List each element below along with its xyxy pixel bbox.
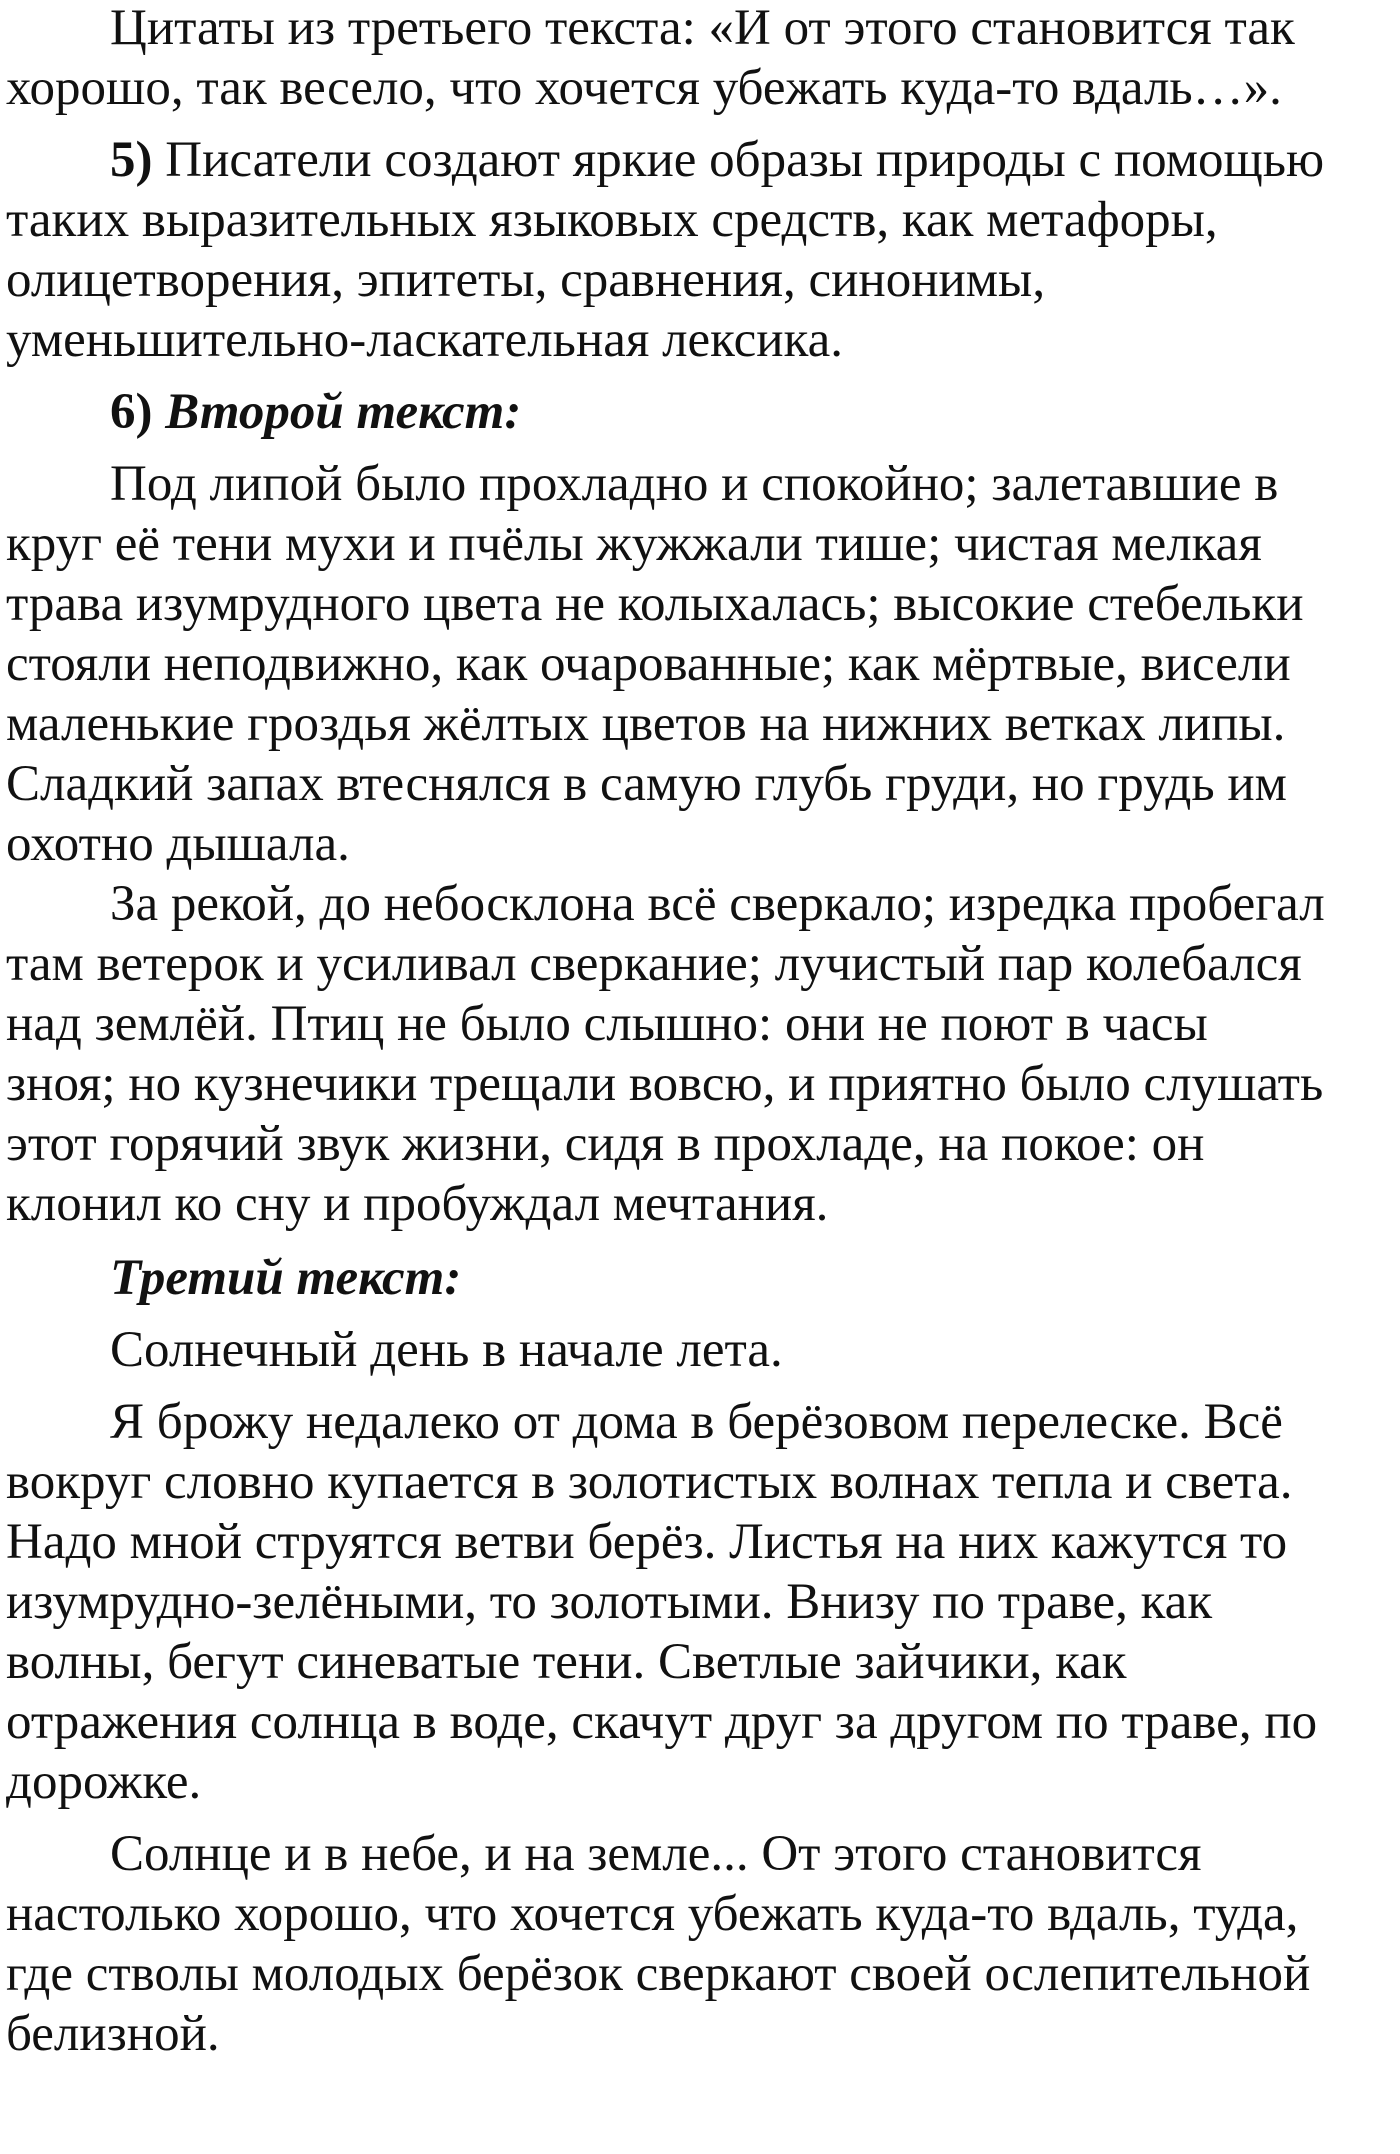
third-text-paragraph	[6, 1392, 1398, 1812]
text-line: уменьшительно-ласкательная лексика.	[6, 312, 843, 368]
third-text-paragraph	[6, 1320, 1398, 1380]
text-line: над землёй. Птиц не было слышно: они не поют в часы	[6, 996, 1208, 1052]
document-page	[6, 0, 1398, 2064]
text-line: клонил ко сну и пробуждал мечтания.	[6, 1176, 829, 1232]
text-line: настолько хорошо, что хочется убежать куда-то вдаль, туда,	[6, 1886, 1299, 1942]
text-line: отражения солнца в воде, скачут друг за другом по траве, по	[6, 1694, 1318, 1750]
text-line: хорошо, так весело, что хочется убежать куда-то вдаль…».	[6, 60, 1282, 116]
text-line: таких выразительных языковых средств, как метафоры,	[6, 192, 1218, 248]
third-text-heading	[6, 1248, 1398, 1308]
item-text: Писатели создают яркие образы природы с помощью	[152, 132, 1325, 188]
text-line: Солнце и в небе, и на земле... От этого становится	[110, 1826, 1202, 1882]
text-line: круг её тени мухи и пчёлы жужжали тише; чистая мелкая	[6, 516, 1262, 572]
text-line: Солнечный день в начале лета.	[110, 1322, 783, 1378]
text-line: волны, бегут синеватые тени. Светлые зайчики, как	[6, 1634, 1127, 1690]
item-6-heading	[6, 382, 1398, 442]
section-heading: Третий текст:	[110, 1250, 462, 1306]
text-line: олицетворения, эпитеты, сравнения, синонимы,	[6, 252, 1046, 308]
third-text-paragraph	[6, 1824, 1398, 2064]
text-line: вокруг словно купается в золотистых волнах тепла и света.	[6, 1454, 1293, 1510]
text-line	[6, 130, 1398, 190]
text-line: Надо мной струятся ветви берёз. Листья на них кажутся то	[6, 1514, 1288, 1570]
text-line: Я брожу недалеко от дома в берёзовом перелеске. Всё	[110, 1394, 1283, 1450]
item-number: 5)	[110, 132, 153, 188]
text-line: где стволы молодых берёзок сверкают своей ослепительной	[6, 1946, 1311, 2002]
text-line: там ветерок и усиливал сверкание; лучистый пар колебался	[6, 936, 1302, 992]
text-line: изумрудно-зелёными, то золотыми. Внизу по траве, как	[6, 1574, 1213, 1630]
section-heading: Второй текст:	[165, 384, 522, 440]
text-line: трава изумрудного цвета не колыхалась; высокие стебельки	[6, 576, 1304, 632]
text-line: стояли неподвижно, как очарованные; как мёртвые, висели	[6, 636, 1291, 692]
item-5-paragraph	[6, 130, 1398, 370]
text-line: зноя; но кузнечики трещали вовсю, и приятно было слушать	[6, 1056, 1324, 1112]
quote-intro-paragraph	[6, 0, 1398, 118]
text-line: Сладкий запах втеснялся в самую глубь груди, но грудь им	[6, 756, 1287, 812]
text-line: маленькие гроздья жёлтых цветов на нижних ветках липы.	[6, 696, 1286, 752]
text-line: дорожке.	[6, 1754, 202, 1810]
second-text-paragraph	[6, 454, 1398, 874]
second-text-paragraph	[6, 874, 1398, 1234]
text-line: охотно дышала.	[6, 816, 350, 872]
text-line: Под липой было прохладно и спокойно; залетавшие в	[110, 456, 1279, 512]
text-line: Цитаты из третьего текста: «И от этого становится так	[110, 0, 1295, 56]
item-number: 6)	[110, 384, 153, 440]
text-line: белизной.	[6, 2006, 220, 2062]
text-line: этот горячий звук жизни, сидя в прохладе, на покое: он	[6, 1116, 1205, 1172]
text-line: За рекой, до небосклона всё сверкало; изредка пробегал	[110, 876, 1325, 932]
